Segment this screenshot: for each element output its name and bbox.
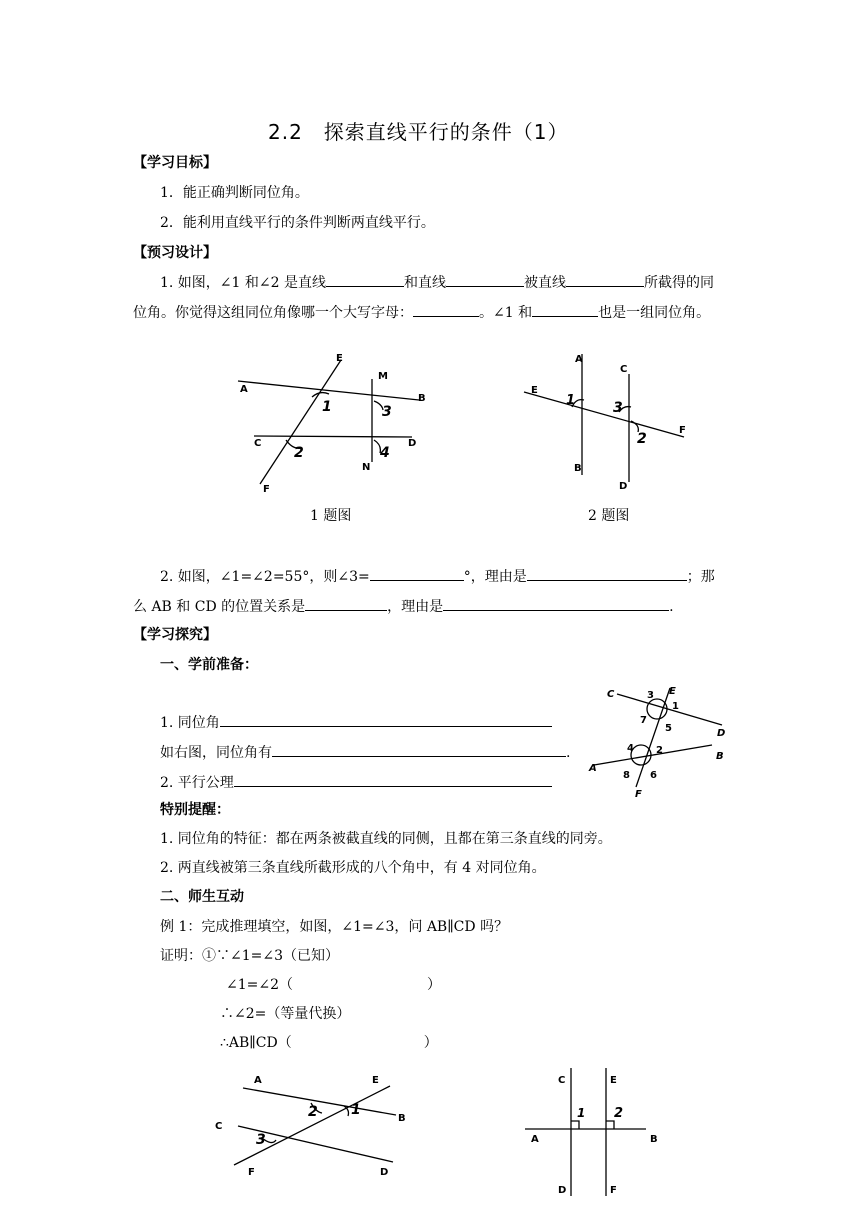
- answer-blank[interactable]: [234, 772, 552, 787]
- fig5-label-B: B: [650, 1134, 658, 1145]
- fig3-label-D: D: [717, 728, 726, 739]
- fig2-label-B: B: [574, 463, 582, 474]
- fig1-angle-2: 2: [294, 445, 304, 461]
- fig3-angle-8: 8: [623, 770, 630, 781]
- fig2-label-E: E: [531, 385, 538, 396]
- example-1: 例 1：完成推理填空，如图，∠1=∠3，问 AB∥CD 吗？: [160, 919, 509, 935]
- fig1-label-M: M: [378, 371, 388, 382]
- fig3-label-A: A: [589, 763, 597, 774]
- fig3-angle-7: 7: [640, 715, 647, 726]
- fig2-label-F: F: [679, 425, 686, 436]
- fig1-label-C: C: [254, 438, 262, 449]
- tip-item: 2. 两直线被第三条直线所截形成的八个角中，有 4 对同位角。: [160, 860, 546, 876]
- fig2-angle-3: 3: [613, 400, 623, 416]
- fig3-angle-1: 1: [672, 701, 679, 712]
- answer-blank[interactable]: [370, 566, 464, 581]
- fig3-angle-2: 2: [656, 745, 663, 756]
- fig3-label-E: E: [669, 686, 676, 697]
- fig1-angle-4: 4: [380, 445, 390, 461]
- fig3-angle-5: 5: [665, 723, 672, 734]
- fig3-label-F: F: [635, 789, 642, 800]
- fig1-label-F: F: [263, 484, 270, 495]
- fig5-angle-1: 1: [577, 1106, 586, 1120]
- fig2-label-A: A: [575, 354, 583, 365]
- tip-item: 1. 同位角的特征：都在两条被截直线的同侧，且都在第三条直线的同旁。: [160, 831, 612, 847]
- answer-blank[interactable]: [566, 272, 644, 287]
- answer-blank[interactable]: [272, 742, 566, 757]
- fig1-label-A: A: [240, 384, 248, 395]
- preview-q1-line1: 1. 如图，∠1 和∠2 是直线 和直线 被直线 所截得的同: [160, 272, 714, 292]
- proof-line: 证明：①∵∠1=∠3（已知）: [160, 948, 340, 964]
- fig5-label-D: D: [558, 1185, 567, 1196]
- fig1-angle-1: 1: [322, 399, 332, 415]
- goal-item: 2．能利用直线平行的条件判断两直线平行。: [160, 215, 435, 231]
- fig1-label-D: D: [408, 438, 417, 449]
- fig2-label-C: C: [620, 364, 628, 375]
- fig5-label-E: E: [610, 1075, 617, 1086]
- fig1-angle-3: 3: [382, 404, 392, 420]
- fig2-angle-1: 1: [566, 393, 576, 408]
- item1: 1. 同位角: [160, 712, 552, 732]
- page-title: 2.2 探索直线平行的条件（1）: [268, 120, 569, 144]
- fig3-angle-3: 3: [647, 690, 654, 701]
- fig5-label-F: F: [610, 1185, 617, 1196]
- preview-q2-line2: 么 AB 和 CD 的位置关系是 ，理由是 .: [133, 596, 674, 616]
- section-preview-heading: 【预习设计】: [133, 245, 217, 261]
- fig4-angle-3: 3: [256, 1132, 266, 1148]
- fig2-label-D: D: [619, 481, 628, 492]
- fig3-angle-4: 4: [627, 743, 634, 754]
- fig4-angle-2: 2: [308, 1104, 318, 1120]
- fig4-label-D: D: [380, 1167, 389, 1178]
- item1b: 如右图，同位角有 .: [160, 742, 570, 762]
- preview-q1-line2: 位角。你觉得这组同位角像哪一个大写字母： 。∠1 和 也是一组同位角。: [133, 302, 710, 322]
- fig1-label-B: B: [418, 393, 426, 404]
- fig4-label-C: C: [215, 1121, 223, 1132]
- section-explore-heading: 【学习探究】: [133, 627, 217, 643]
- fig2-angle-2: 2: [637, 431, 647, 447]
- fig5-label-A: A: [531, 1134, 539, 1145]
- answer-blank[interactable]: [326, 272, 404, 287]
- fig5-angle-2: 2: [614, 1106, 624, 1121]
- tips-heading: 特别提醒：: [160, 802, 230, 818]
- answer-blank[interactable]: [305, 596, 387, 611]
- fig1-label-E: E: [336, 353, 343, 364]
- proof-line: ∴∠2=（等量代换）: [220, 1006, 351, 1022]
- answer-blank[interactable]: [220, 712, 552, 727]
- fig2-caption: 2 题图: [588, 508, 630, 524]
- answer-blank[interactable]: [446, 272, 524, 287]
- answer-blank[interactable]: [413, 302, 479, 317]
- fig3-label-C: C: [607, 689, 615, 700]
- goal-item: 1．能正确判断同位角。: [160, 185, 309, 201]
- fig1-label-N: N: [362, 462, 371, 473]
- part2-heading: 二、师生互动: [160, 889, 244, 905]
- fig4-label-E: E: [372, 1075, 379, 1086]
- preview-q2-line1: 2. 如图，∠1=∠2=55°，则∠3= °，理由是 ；那: [160, 566, 715, 586]
- fig1-caption: 1 题图: [310, 508, 352, 524]
- section-goals-heading: 【学习目标】: [133, 155, 217, 171]
- fig3-angle-6: 6: [650, 770, 657, 781]
- answer-blank[interactable]: [527, 566, 687, 581]
- fig5-label-C: C: [558, 1075, 566, 1086]
- fig4-label-F: F: [248, 1167, 255, 1178]
- answer-blank[interactable]: [532, 302, 598, 317]
- item2: 2. 平行公理: [160, 772, 552, 792]
- proof-line: ∠1=∠2（ ）: [226, 977, 442, 993]
- fig4-label-A: A: [254, 1075, 262, 1086]
- part1-heading: 一、学前准备：: [160, 657, 258, 673]
- fig4-label-B: B: [398, 1113, 406, 1124]
- answer-blank[interactable]: [443, 596, 669, 611]
- fig4-angle-1: 1: [351, 1102, 361, 1118]
- proof-line: ∴AB∥CD（ ）: [220, 1035, 438, 1051]
- fig3-label-B: B: [716, 751, 724, 762]
